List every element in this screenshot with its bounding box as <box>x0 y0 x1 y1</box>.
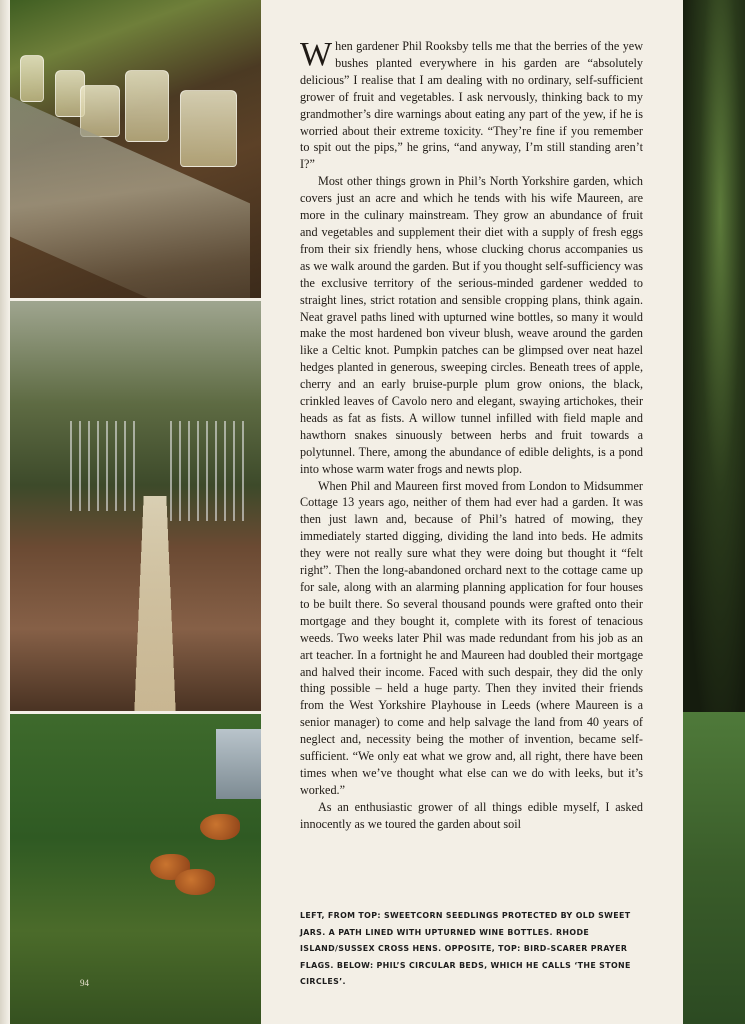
jar-5 <box>180 90 237 167</box>
paragraph-4: As an enthusiastic grower of all things edible myself, I asked innocently as we toured the garden about soil <box>300 799 643 831</box>
fence-left <box>70 421 140 511</box>
opposite-page-photos <box>683 0 745 1024</box>
jar-3 <box>80 85 120 137</box>
article-body <box>300 38 643 833</box>
paragraph-2: Most other things grown in Phil’s North Yorkshire garden, which covers just an acre and which he tends with his wife Maureen, are more in the culinary mainstream. They grow an abundance of fruit and vegetables and supplement their diet with a supply of fresh eggs from their six friendly hens, whose clucking chorus accompanies us as we walk around the garden. But if you thought self-sufficiency was the exclusive territory of the serious-minded gardener wedded to straight lines, strict rotation and sensible cropping plans, think again. Neat gravel paths lined with upturned wine bottles, so many it would make the most hardened bon viveur blush, weave around the garden like a Celtic knot. Pumpkin patches can be glimpsed over neat hazel hedges planted in generous, sweeping circles. Beneath trees of apple, cherry and an early bruise-purple plum grow onions, the black, crinkled leaves of Cavolo nero and elegant, swaying artichokes, their heads as fat as fists. A willow tunnel infilled with field maple and hawthorn snakes sinuously between herbs and fruit towards a polytunnel. There, among the abundance of edible delights, is a pond into whose warm water frogs and newts plop. <box>300 174 643 476</box>
hen-3 <box>175 869 215 895</box>
page-spine <box>0 0 10 1024</box>
hen-house <box>216 729 261 799</box>
photo-bottle-path <box>10 301 261 711</box>
paragraph-3: When Phil and Maureen first moved from London to Midsummer Cottage 13 years ago, neither of them had ever had a garden. It was then just lawn and, because of Phil’s hatred of mowing, they immediately started digging, dividing the land into beds. He admits they were not really sure what they were doing but thought it “felt right”. Then the long-abandoned orchard next to the cottage came up for sale, along with an alarming planning application for four houses to be built there. So several thousand pounds were grafted onto their mortgage and they bought it, complete with its forest of tenacious weeds. Two weeks later Phil was made redundant from his job as an art teacher. In a fortnight he and Maureen had doubled their mortgage and halved their income. Faced with such despair, they did the only thing possible – held a huge party. Then they invited their friends from the West Yorkshire Playhouse in Leeds (where Maureen is a senior manager) to come and help salvage the land from 40 years of neglect and, necessity being the mother of invention, became self-sufficient. “We only eat what we grow and, all right, there have been times when we’ve thought what else can we do with leeks, but it’s worked.” <box>300 478 643 797</box>
photo-hens <box>10 714 261 1024</box>
paragraph-1 <box>300 38 643 173</box>
page-number: 94 <box>80 978 89 988</box>
photo-sweetcorn-jars <box>10 0 261 298</box>
jar-1 <box>20 55 44 102</box>
paragraph-1-text: hen gardener Phil Rooksby tells me that the berries of the yew bushes planted everywhere in his garden are “absolutely delicious” I realise that I am dealing with no ordinary, self-sufficient grower of fruit and vegetables. I ask nervously, thinking back to my grandmother’s dire warnings about eating any part of the yew, if he is worried about their extreme toxicity. “They’re fine if you remember to spit out the pips,” he grins, “and anyway, I’m still standing aren’t I?” <box>300 39 643 172</box>
jar-4 <box>125 70 169 142</box>
drop-cap: W <box>300 36 333 73</box>
opposite-photo-bottom <box>683 712 745 1024</box>
fence-right <box>170 421 250 521</box>
opposite-photo-top <box>683 0 745 712</box>
gravel-path <box>133 496 177 711</box>
hen-1 <box>200 814 240 840</box>
photo-caption: LEFT, FROM TOP: SWEETCORN SEEDLINGS PROTECTED BY OLD SWEET JARS. A PATH LINED WITH UPTURNED WINE BOTTLES. RHODE ISLAND/SUSSEX CROSS HENS. OPPOSITE, TOP: BIRD-SCARER PRAYER FLAGS. BELOW: PHIL’S CIRCULAR BEDS, WHICH HE CALLS ‘THE STONE CIRCLES’. <box>300 911 631 987</box>
